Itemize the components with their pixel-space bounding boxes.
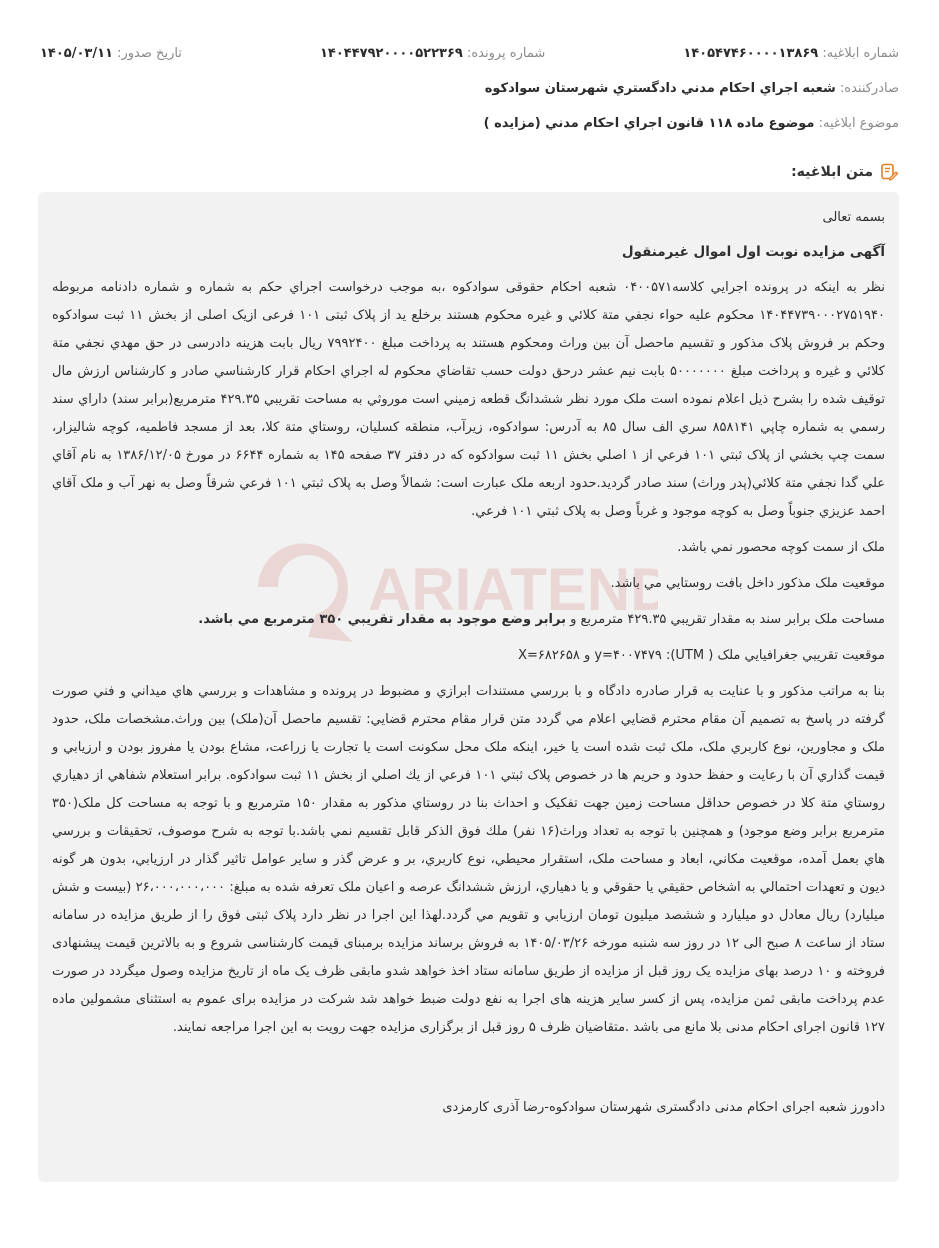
issue-date-label: تاریخ صدور: (117, 46, 182, 61)
issuer-label: صادرکننده: (839, 81, 899, 96)
area-text: مساحت ملک برابر سند به مقدار تقريبي ۴۲۹.۳۵ مترمربع و (565, 612, 885, 627)
issuer-value: شعبه اجراي احكام مدني دادگستري شهرستان سوادكوه (484, 81, 836, 96)
paragraph-coordinates: موقعيت تقريبي جغرافيايي ملک ( UTM): y=۴۰۰۷۴۷۹ و X=۶۸۲۶۵۸ (518, 648, 885, 663)
notice-number-label: شماره ابلاغیه: (822, 46, 899, 61)
subject-value: موضوع ماده ۱۱۸ قانون اجراي احكام مدني (مزايده ) (483, 116, 815, 131)
notice-number (683, 46, 899, 61)
header-row-numbers (40, 46, 899, 61)
notice-content-box (38, 192, 899, 1182)
basmala-line: بسمه تعالی (822, 210, 885, 225)
watermark-text: ARIATEND (368, 556, 658, 623)
paragraph-case-details: نظر به اينكه در پرونده اجرايي كلاسه۰۴۰۰۵۷۱ شعبه احكام حقوقی سوادكوه ،به موجب درخواست اجراي حكم به شماره و شماره دادنامه مربوطه ۱۴۰۴۴۷۳۹۰۰۰۲۷۵۱۹۴۰ محکوم علیه حواء نجفي متة كلائي و غيره محكوم هستند برخلع يد از پلاک ثبتی ۱۰۱ فرعی ازيک اصلی از بخش ۱۱ ثبت سوادکوه وحکم بر فروش پلاک مذكور و تقسيم ماحصل آن بين وراث ومحکوم هستند به پرداخت مبلغ ۷۹۹۲۴۰۰ ريال بابت هزينه دادرسی در حق مهدي نجفي متة كلائي و غيره و پرداخت مبلغ ۵۰۰۰۰۰۰۰ بابت نيم عشر درحق دولت حسب تقاضاي محكوم له اجراي احكام قرار كارشناسي صادر و كارشناس ارزش مال توقيف شده را بشرح ذيل اعلام نموده است ملک مورد نظر ششدانگ قطعه زميني است موروثي به مساحت تقريبي ۴۲۹.۳۵ مترمربع(برابر سند) داراي سند رسمي به شماره چاپي ۸۵۸۱۴۱ سري الف سال ۸۵ به آدرس: سوادكوه، زيرآب، منطقه كسليان، روستاي متة كلا، بعد از مسجد فاطميه، کوچه شاليزار، سمت چپ بخشي از پلاک ثبتي ۱۰۱ فرعي از ۱ اصلي بخش ۱۱ ثبت سوادكوه كه در دفتر ۳۷ صفحه ۱۴۵ به شماره ۶۶۴۴ در مورخ ۱۳۸۶/۱۲/۰۵ به نام آقاي علي گدا نجفي متة كلائي(پدر وراث) سند صادر گرديد.حدود اربعه ملک عبارت است: شمالاً وصل به پلاک ثبتي ۱۰۱ فرعي شرقاً وصل به نهر آب و ملک آقاي احمد عزيزي جنوباً وصل به كوچه موجود و غرباً وصل به پلاک ثبتي ۱۰۱ فرعي. (52, 280, 886, 519)
subject-row (40, 116, 899, 131)
paragraph-location: موقعيت ملک مذکور داخل بافت روستايي مي باشد. (610, 576, 885, 591)
area-current-text: برابر وضع موجود به مقدار تقريبي ۳۵۰ مترمربع مي باشد. (198, 612, 566, 627)
auction-title: آگهی مزایده نوبت اول اموال غیرمنقول (621, 244, 885, 260)
notice-text-title: متن ابلاغیه: (791, 164, 873, 180)
subject-label: موضوع ابلاغیه: (818, 116, 899, 131)
paragraph-enclosure: ملک از سمت کوچه محصور نمي باشد. (677, 540, 885, 555)
issuer-row (40, 81, 899, 96)
case-number (320, 46, 545, 61)
document-edit-icon (879, 162, 899, 182)
paragraph-valuation: بنا به مراتب مذكور و با عنايت به قرار صادره دادگاه و با بررسي مستندات ابرازي و مضبوط در پرونده و مشاهدات و بررسي هاي ميداني و فني صورت گرفته در پاسخ به تصميم آن مقام محترم قضايي اعلام مي گردد متن قرار مقام محترم قضايي: تقسيم ماحصل آن(ملک) بين وراث.مشخصات ملک، حدود ملک و مجاورين، نوع كاربري ملک، ملک ثبت شده است يا خير، اينكه ملک محل سكونت است يا تجارت يا زراعت، مشاع بودن يا مفروز بودن و ارزيابي و قيمت گذاري آن با رعايت و حفظ حدود و حريم ها در خصوص پلاک ثبتي ۱۰۱ فرعي از يك اصلي از بخش ۱۱ ثبت سوادكوه. برابر استعلام شفاهي از دهياري روستاي متة كلا در خصوص حداقل مساحت زمين جهت تفکيک و احداث بنا در روستاي مذکور به مقدار ۱۵۰ مترمربع و با توجه به مساحت كل ملک(۳۵۰ مترمربع برابر وضع موجود) و همچنين با توجه به تعداد وراث(۱۶ نفر) ملك فوق الذكر قابل تقسيم نمي باشد.با توجه به شرح موصوف، تحقيقات و بررسي هاي بعمل آمده، موقعيت مكاني، ابعاد و مساحت ملک، استقرار محيطي، نوع كاربري، بر و عرض گذر و ساير عوامل تاثير گذار در ارزيابي، بدون هر گونه ديون و تعهدات احتمالي به اشخاص حقيقي يا حقوقي و يا دهياري، ارزش ششدانگ عرصه و اعيان ملک تعرفه شده به مبلغ: ۲۶،۰۰۰،۰۰۰،۰۰۰ (بيست و شش ميليارد) ريال معادل دو ميليارد و ششصد ميليون تومان ارزيابي و تقويم مي گردد.لهذا این اجرا در نظر دارد پلاک ثبتی فوق را از طریق مزایده در سامانه ستاد از ساعت ۸ صبح الی ۱۲ در روز سه شنبه مورخه ۱۴۰۵/۰۳/۲۶ به فروش برساند مزایده برمبنای قیمت كارشناسی شروع و به بالاترین قیمت پیشنهادی فروخته و ۱۰ درصد بهای مزایده یک روز قبل از مزایده از طریق سامانه ستاد اخذ خواهد شدو مابقی ظرف یک ماه از تاریخ مزایده وصول میگردد در صورت عدم پرداخت مابقی ثمن مزایده، پس از کسر سایر هزینه های اجرا به نفع دولت ضبط خواهد شد شرکت در مزایده برای عموم به استثنای مشمولین ماده ۱۲۷ قانون اجرای احکام مدنی بلا مانع می باشد .متقاضیان ظرف ۵ روز قبل از برگزاری مزایده جهت رویت به این اجرا مراجعه نمایند. (52, 684, 886, 1035)
case-number-label: شماره پرونده: (466, 46, 546, 61)
case-number-value: ۱۴۰۴۴۷۹۲۰۰۰۰۵۲۲۳۶۹ (319, 46, 463, 61)
notice-text-heading (791, 162, 899, 182)
issue-date-value: ۱۴۰۵/۰۳/۱۱ (40, 46, 113, 61)
signature-line: دادورز شعبه اجرای احکام مدنی دادگستری شهرستان سوادکوه-رضا آذری کارمزدی (442, 1100, 885, 1115)
notice-number-value: ۱۴۰۵۴۷۴۶۰۰۰۰۱۳۸۶۹ (683, 46, 819, 61)
issue-date (40, 46, 182, 61)
paragraph-area (52, 606, 885, 634)
